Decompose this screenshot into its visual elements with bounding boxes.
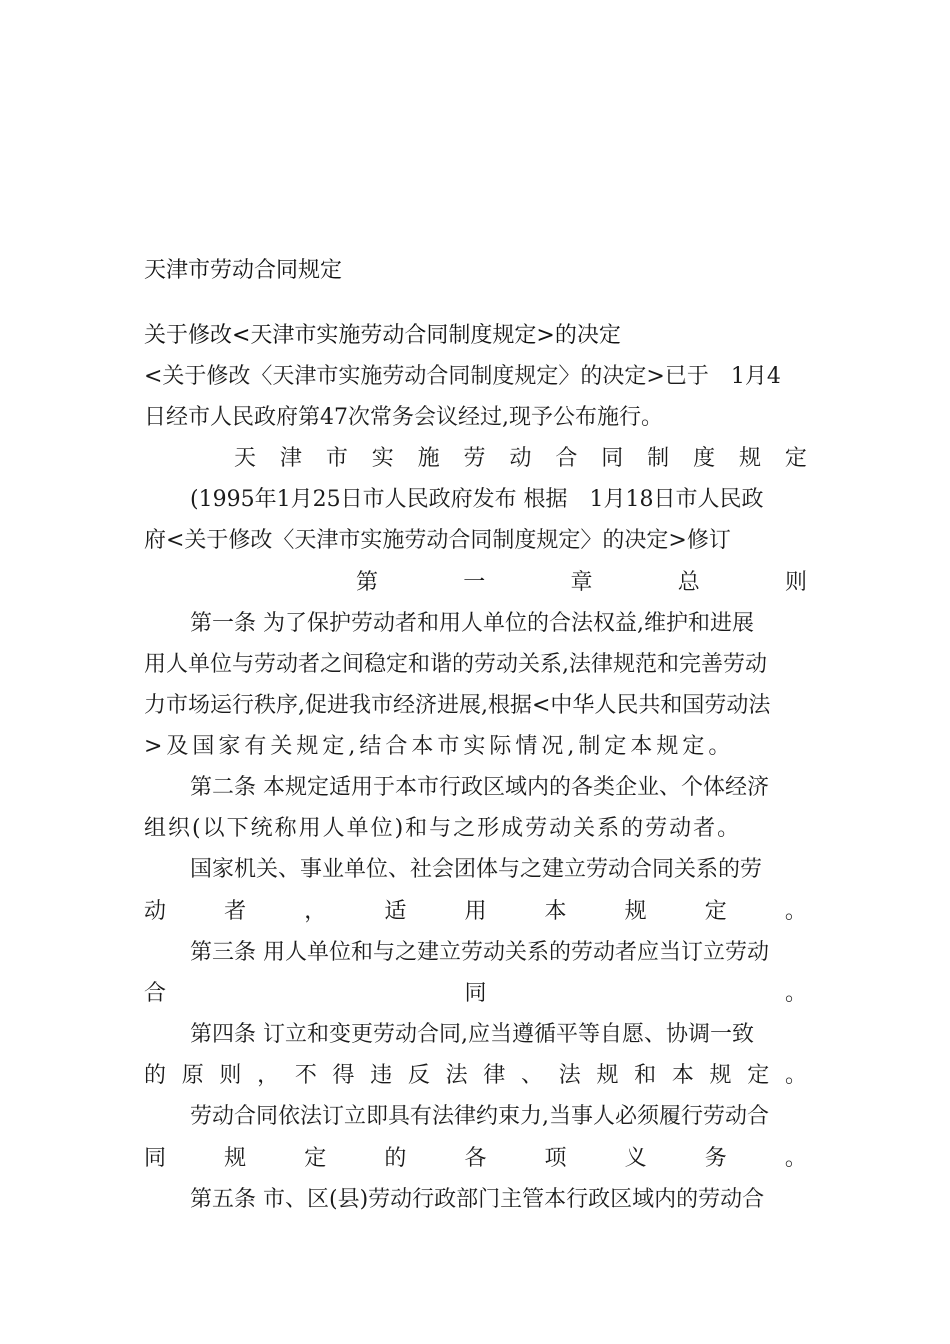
spread-char: 规 — [709, 1063, 732, 1088]
spread-char: 规 — [624, 899, 647, 924]
spread-char: 施 — [417, 446, 440, 471]
spread-char: 义 — [624, 1146, 647, 1171]
spread-char: 动 — [144, 899, 167, 924]
article-2-line-1: 第二条 本规定适用于本市行政区域内的各类企业、个体经济 — [190, 775, 769, 800]
spread-char: 反 — [407, 1063, 430, 1088]
article-3-line-2 — [144, 979, 807, 1009]
article-1-line-3: 力市场运行秩序,促进我市经济进展,根据<中华人民共和国劳动法 — [144, 693, 771, 718]
spread-char: 总 — [677, 570, 700, 595]
spread-char: 违 — [370, 1063, 393, 1088]
spread-char: ， — [304, 899, 327, 924]
spread-char: 合 — [144, 981, 167, 1006]
source-note-line-1: (1995年1月25日市人民政府发布 根据 1月18日市人民政 — [190, 487, 764, 512]
spread-char: 不 — [294, 1063, 317, 1088]
spread-char: 。 — [784, 981, 807, 1006]
spread-char: 制 — [647, 446, 670, 471]
article-3-line-1: 第三条 用人单位和与之建立劳动关系的劳动者应当订立劳动 — [190, 940, 769, 965]
spread-char: 适 — [384, 899, 407, 924]
article-1-line-1: 第一条 为了保护劳动者和用人单位的合法权益,维护和进展 — [190, 611, 754, 636]
spread-char: 各 — [464, 1146, 487, 1171]
article-4-para-2-line-1: 劳动合同依法订立即具有法律约束力,当事人必须履行劳动合 — [190, 1104, 769, 1129]
article-2-line-2: 组织(以下统称用人单位)和与之形成劳动关系的劳动者。 — [144, 816, 742, 841]
intro-line-1: <关于修改〈天津市实施劳动合同制度规定〉的决定>已于 1月4 — [144, 364, 781, 389]
spread-char: 动 — [509, 446, 532, 471]
spread-char: 定 — [784, 446, 807, 471]
article-1-line-2: 用人单位与劳动者之间稳定和谐的劳动关系,法律规范和完善劳动 — [144, 652, 767, 677]
spread-char: 项 — [544, 1146, 567, 1171]
spread-char: 则 — [219, 1063, 242, 1088]
regulation-title — [234, 444, 807, 474]
spread-char: 法 — [445, 1063, 468, 1088]
spread-char: 的 — [384, 1146, 407, 1171]
spread-char: 规 — [224, 1146, 247, 1171]
spread-char: 律 — [483, 1063, 506, 1088]
spread-char: 定 — [704, 899, 727, 924]
source-note-line-2: 府<关于修改〈天津市实施劳动合同制度规定〉的决定>修订 — [144, 528, 731, 553]
spread-char: 第 — [356, 570, 379, 595]
spread-char: 规 — [738, 446, 761, 471]
spread-char: 定 — [747, 1063, 770, 1088]
article-5-line-1: 第五条 市、区(县)劳动行政部门主管本行政区域内的劳动合 — [190, 1187, 765, 1212]
article-2-para-2-line-2 — [144, 897, 807, 927]
spread-char: 得 — [332, 1063, 355, 1088]
spread-char: 津 — [279, 446, 302, 471]
spread-char: 市 — [325, 446, 348, 471]
spread-char: 实 — [371, 446, 394, 471]
spread-char: 章 — [570, 570, 593, 595]
spread-char: 。 — [784, 1146, 807, 1171]
spread-char: 天 — [234, 446, 257, 471]
spread-char: 劳 — [463, 446, 486, 471]
article-4-para-2-line-2 — [144, 1144, 807, 1174]
spread-char: 、 — [521, 1063, 544, 1088]
spread-char: 一 — [463, 570, 486, 595]
spread-char: 规 — [596, 1063, 619, 1088]
spread-char: 的 — [144, 1063, 167, 1088]
spread-char: ， — [257, 1063, 280, 1088]
spread-char: 。 — [784, 899, 807, 924]
spread-char: 用 — [464, 899, 487, 924]
spread-char: 定 — [304, 1146, 327, 1171]
spread-char: 法 — [558, 1063, 581, 1088]
spread-char: 。 — [784, 1063, 807, 1088]
spread-char: 同 — [464, 981, 487, 1006]
spread-char: 和 — [634, 1063, 657, 1088]
article-4-line-2 — [144, 1061, 807, 1091]
article-4-line-1: 第四条 订立和变更劳动合同,应当遵循平等自愿、协调一致 — [190, 1022, 754, 1047]
spread-char: 度 — [693, 446, 716, 471]
decision-title: 关于修改<天津市实施劳动合同制度规定>的决定 — [144, 323, 621, 348]
document-title: 天津市劳动合同规定 — [144, 258, 343, 283]
spread-char: 务 — [704, 1146, 727, 1171]
spread-char: 同 — [144, 1146, 167, 1171]
intro-line-2: 日经市人民政府第47次常务会议经过,现予公布施行。 — [144, 405, 663, 430]
article-1-line-4: >及国家有关规定,结合本市实际情况,制定本规定。 — [144, 734, 735, 759]
spread-char: 合 — [555, 446, 578, 471]
spread-char: 本 — [544, 899, 567, 924]
spread-char: 同 — [601, 446, 624, 471]
spread-char: 者 — [224, 899, 247, 924]
article-2-para-2-line-1: 国家机关、事业单位、社会团体与之建立劳动合同关系的劳 — [190, 857, 763, 882]
chapter-heading — [356, 568, 807, 598]
spread-char: 则 — [784, 570, 807, 595]
spread-char: 原 — [181, 1063, 204, 1088]
spread-char: 本 — [671, 1063, 694, 1088]
